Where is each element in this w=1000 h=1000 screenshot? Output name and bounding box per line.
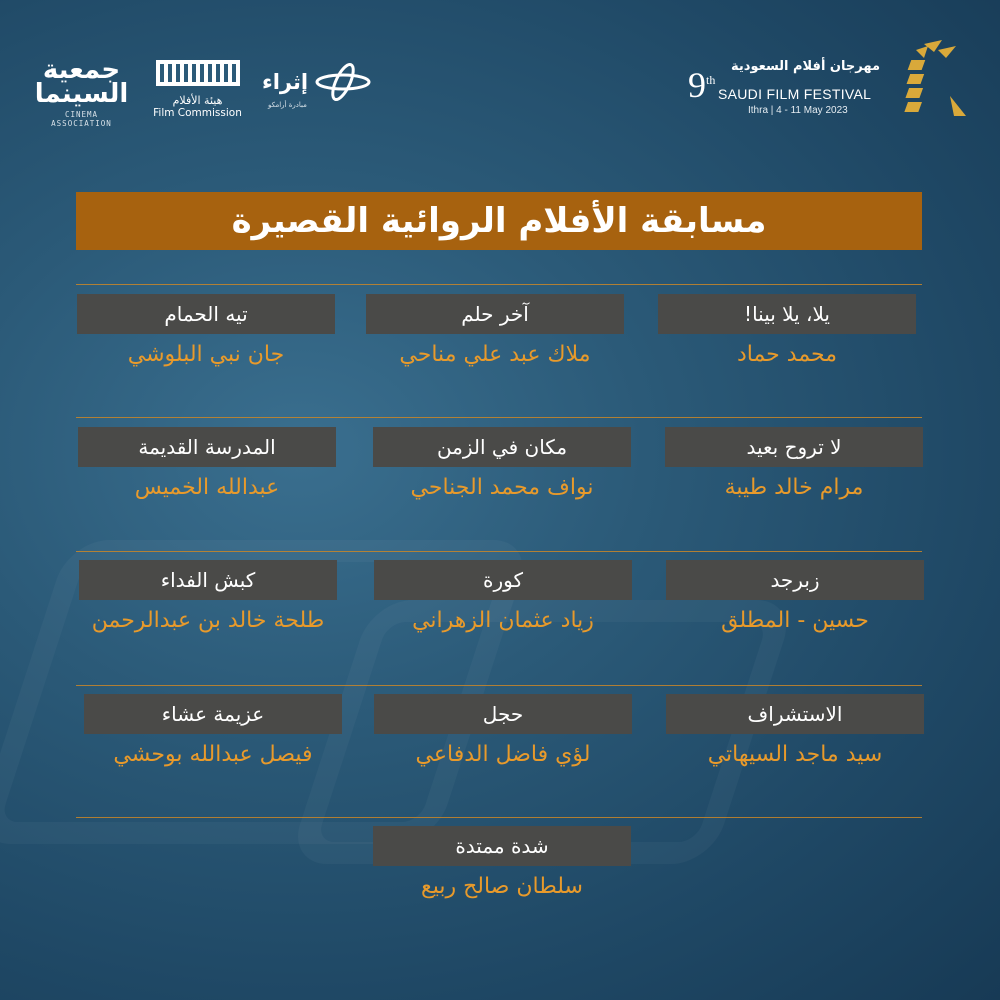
- director-name: لؤي فاضل الدفاعي: [415, 742, 591, 767]
- cinema-association-logo-ar: جمعية السينما: [34, 55, 129, 109]
- director-name: حسين - المطلق: [721, 608, 869, 633]
- film-entry: [658, 294, 916, 390]
- film-title: شدة ممتدة: [373, 826, 631, 866]
- festival-edition: 9th: [688, 65, 716, 105]
- film-title: مكان في الزمن: [373, 427, 631, 467]
- film-title: عزيمة عشاء: [84, 694, 342, 734]
- film-entry: [366, 294, 624, 390]
- divider: [76, 685, 922, 686]
- director-name: محمد حماد: [736, 342, 838, 367]
- director-name: نواف محمد الجناحي: [410, 475, 594, 500]
- divider: [76, 817, 922, 818]
- film-title: كبش الفداء: [79, 560, 337, 600]
- competition-title: مسابقة الأفلام الروائية القصيرة: [231, 201, 767, 241]
- film-strip-icon: [156, 58, 240, 88]
- film-entry: [373, 826, 631, 922]
- director-name: جان نبي البلوشي: [127, 342, 285, 367]
- divider: [76, 417, 922, 418]
- director-name: مرام خالد طيبة: [724, 475, 864, 500]
- competition-title-bar: [76, 192, 922, 250]
- film-commission-logo: [150, 58, 245, 119]
- saudi-film-festival-logo: [680, 36, 970, 126]
- film-entry: [373, 427, 631, 523]
- director-name: زياد عثمان الزهراني: [412, 608, 594, 633]
- ithra-logo-ar: إثراء: [262, 70, 309, 94]
- divider: [76, 284, 922, 285]
- film-title: تيه الحمام: [77, 294, 335, 334]
- film-entry: [78, 427, 336, 523]
- film-commission-logo-en: Film Commission: [153, 107, 242, 119]
- ithra-mark-icon: [314, 60, 372, 104]
- film-title: لا تروح بعيد: [665, 427, 923, 467]
- film-title: كورة: [374, 560, 632, 600]
- film-entry: [77, 294, 335, 390]
- film-entry: [374, 560, 632, 656]
- divider: [76, 551, 922, 552]
- film-commission-logo-ar: هيئة الأفلام: [172, 94, 223, 107]
- film-entry: [665, 427, 923, 523]
- director-name: فيصل عبدالله بوحشي: [113, 742, 313, 767]
- director-name: سلطان صالح ربيع: [421, 874, 583, 899]
- director-name: سيد ماجد السيهاتي: [707, 742, 883, 767]
- film-title: الاستشراف: [666, 694, 924, 734]
- festival-dates: Ithra | 4 - 11 May 2023: [748, 105, 848, 116]
- film-entry: [666, 560, 924, 656]
- festival-name-en: SAUDI FILM FESTIVAL: [718, 86, 872, 102]
- director-name: ملاك عبد علي مناحي: [399, 342, 591, 367]
- film-title: زبرجد: [666, 560, 924, 600]
- ithra-logo: [262, 56, 377, 116]
- director-name: عبدالله الخميس: [134, 475, 280, 500]
- cinema-association-logo-en: CINEMA ASSOCIATION: [51, 110, 112, 128]
- ithra-logo-sub: مبادرة أرامكو: [268, 101, 307, 109]
- director-name: طلحة خالد بن عبدالرحمن: [91, 608, 325, 633]
- cinema-association-logo: [34, 55, 129, 128]
- film-entry: [84, 694, 342, 790]
- film-title: حجل: [374, 694, 632, 734]
- film-title: يلا، يلا بينا!: [658, 294, 916, 334]
- film-title: آخر حلم: [366, 294, 624, 334]
- film-title: المدرسة القديمة: [78, 427, 336, 467]
- festival-name-ar: مهرجان أفلام السعودية: [731, 59, 880, 74]
- film-entry: [374, 694, 632, 790]
- film-entry: [666, 694, 924, 790]
- palm-reel-icon: [894, 36, 968, 120]
- film-entry: [79, 560, 337, 656]
